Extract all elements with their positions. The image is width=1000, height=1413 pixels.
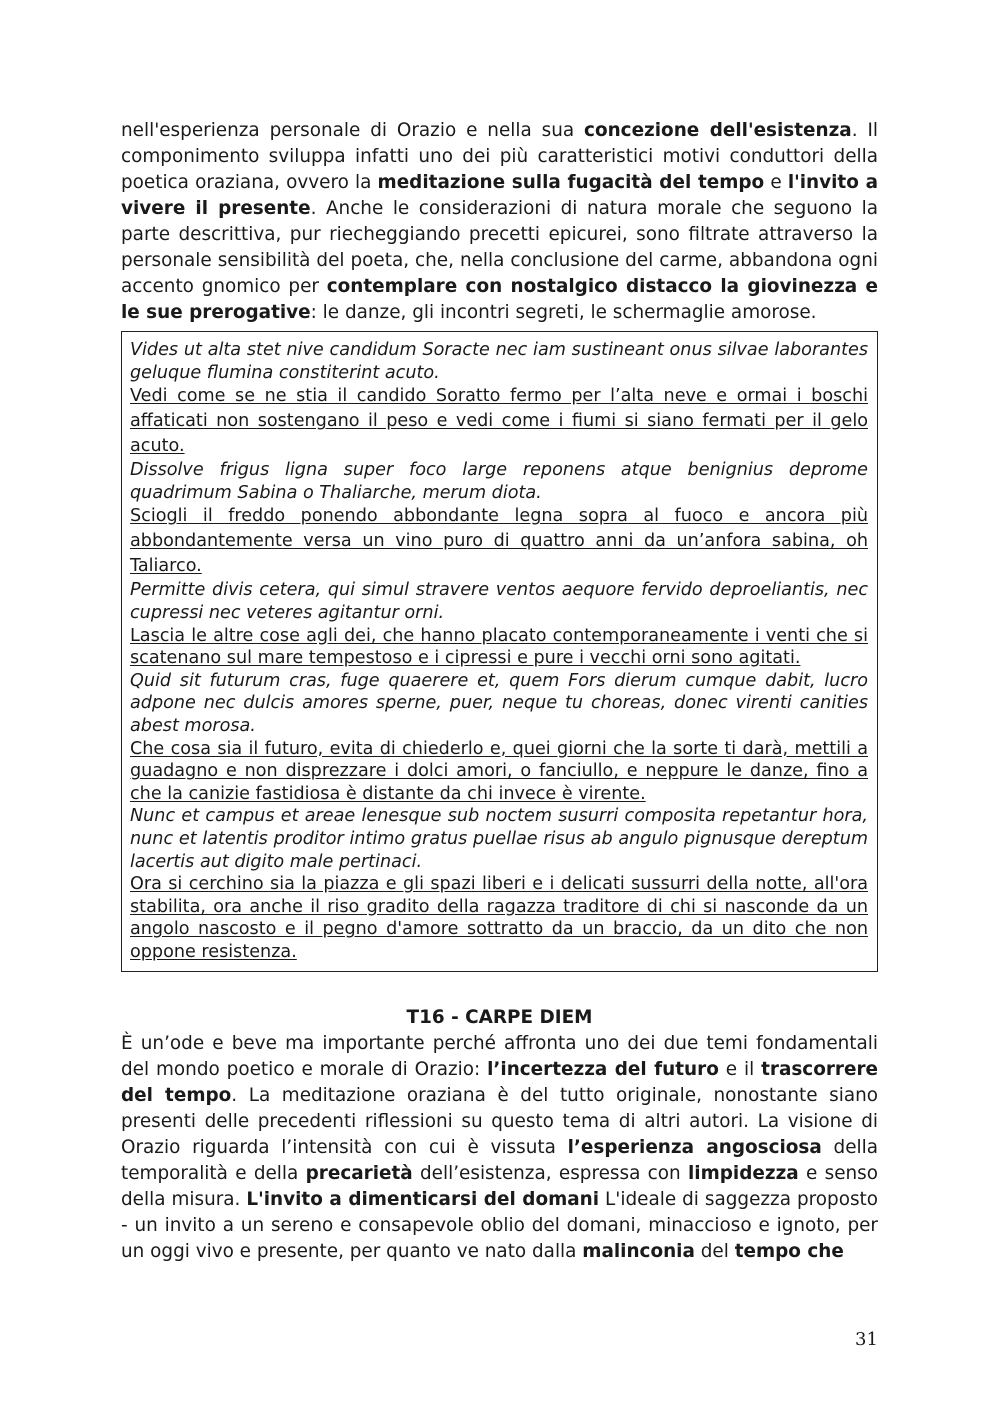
text-run: e bbox=[764, 172, 788, 193]
text-run: . Anche le considerazioni di natura morale che seguono la parte descrittiva, pur riecheggiando precetti epicurei, sono filtrate attraverso la personale sensibilità del poeta, che, nella conclusione del carme, abbandona ogni accento gnomico per bbox=[121, 198, 878, 297]
text-run: nell'esperienza personale di Orazio e nella sua bbox=[121, 120, 585, 141]
bold-text: meditazione sulla fugacità del tempo bbox=[377, 172, 765, 193]
text-run: della temporalità e della bbox=[121, 1137, 878, 1185]
bold-text: tempo che bbox=[734, 1241, 844, 1263]
latin-verse: Permitte divis cetera, qui simul stravere ventos aequore fervido deproeliantis, nec cupressi nec veteres agitantur orni. bbox=[130, 580, 868, 623]
text-run: dell’esistenza, espressa con bbox=[412, 1163, 688, 1185]
text-run: . La meditazione oraziana è del tutto originale, nonostante siano presenti delle precedenti riflessioni su questo tema di altri autori. La visione di Orazio riguarda l’intensità con cui è vissuta bbox=[121, 1085, 878, 1159]
latin-verse: Quid sit futurum cras, fuge quaerere et, quem Fors dierum cumque dabit, lucro adpone nec dulcis amores sperne, puer, neque tu choreas, donec virenti canities abest morosa. bbox=[130, 670, 868, 736]
text-run: È un’ode e beve ma importante perché affronta uno dei due temi fondamentali del mondo poetico e morale di Orazio: bbox=[121, 1033, 878, 1081]
text-run: e il bbox=[718, 1059, 762, 1081]
section-title: T16 - CARPE DIEM bbox=[406, 1007, 593, 1029]
text-run: . Il componimento sviluppa infatti uno dei più caratteristici motivi conduttori della poetica oraziana, ovvero la bbox=[121, 120, 879, 193]
bold-text: L'invito a dimenticarsi del domani bbox=[246, 1189, 600, 1211]
text-run: L'ideale di saggezza proposto - un invito a un sereno e consapevole oblio del domani, minaccioso e ignoto, per un oggi vivo e presente, per quanto ve nato dalla bbox=[121, 1189, 879, 1263]
bold-text: contemplare con nostalgico distacco la giovinezza e le sue prerogative bbox=[121, 276, 878, 323]
italian-translation: Ora si cerchino sia la piazza e gli spazi liberi e i delicati sussurri della notte, all'ora stabilita, ora anche il riso gradito della ragazza traditore di chi si nasconde da un angolo nascosto e il pegno d'amore sottratto da un braccio, da un dito che non oppone resistenza. bbox=[130, 874, 868, 962]
italian-translation: Sciogli il freddo ponendo abbondante legna sopra al fuoco e ancora più abbondantemente versa un vino puro di quattro anni da un’anfora sabina, oh Taliarco. bbox=[130, 506, 868, 577]
bold-text: l'invito a vivere il presente bbox=[121, 172, 878, 219]
text-run: del bbox=[694, 1241, 735, 1263]
bold-text: limpidezza bbox=[687, 1163, 799, 1185]
bold-text: l’incertezza del futuro bbox=[487, 1059, 719, 1081]
italian-translation: Lascia le altre cose agli dei, che hanno placato contemporaneamente i venti che si scatenano sul mare tempestoso e i cipressi e pure i vecchi orni sono agitati. bbox=[130, 625, 868, 669]
bold-text: l’esperienza angosciosa bbox=[567, 1137, 822, 1159]
text-run: : le danze, gli incontri segreti, le schermaglie amorose. bbox=[310, 302, 817, 323]
text-run: e senso della misura. bbox=[121, 1163, 878, 1211]
bold-text: malinconia bbox=[582, 1241, 695, 1263]
intro-paragraph bbox=[121, 118, 878, 326]
document-page bbox=[121, 118, 878, 1265]
italian-translation: Che cosa sia il futuro, evita di chiederlo e, quei giorni che la sorte ti darà, mettili a guadagno e non disprezzare i dolci amori, o fanciullo, e neppure le danze, fino a che la canizie fastidiosa è distante da chi invece è virente. bbox=[130, 738, 868, 804]
page-number: 31 bbox=[855, 1329, 878, 1350]
poem-box bbox=[121, 331, 878, 972]
latin-verse: Vides ut alta stet nive candidum Soracte nec iam sustineant onus silvae laborantes geluque flumina constiterint acuto. bbox=[130, 340, 868, 383]
italian-translation: Vedi come se ne stia il candido Soratto fermo per l’alta neve e ormai i boschi affaticati non sostengano il peso e vedi come i fiumi si siano fermati per il gelo acuto. bbox=[130, 386, 868, 457]
latin-verse: Dissolve frigus ligna super foco large reponens atque benignius deprome quadrimum Sabina o Thaliarche, merum diota. bbox=[130, 460, 868, 503]
bold-text: trascorrere del tempo bbox=[121, 1059, 878, 1107]
section-paragraph bbox=[121, 1031, 878, 1265]
bold-text: concezione dell'esistenza bbox=[584, 120, 852, 141]
bold-text: precarietà bbox=[305, 1163, 413, 1185]
latin-verse: Nunc et campus et areae lenesque sub noctem susurri composita repetantur hora, nunc et latentis proditor intimo gratus puellae risus ab angulo pignusque dereptum lacertis aut digito male pertinaci. bbox=[130, 806, 868, 872]
